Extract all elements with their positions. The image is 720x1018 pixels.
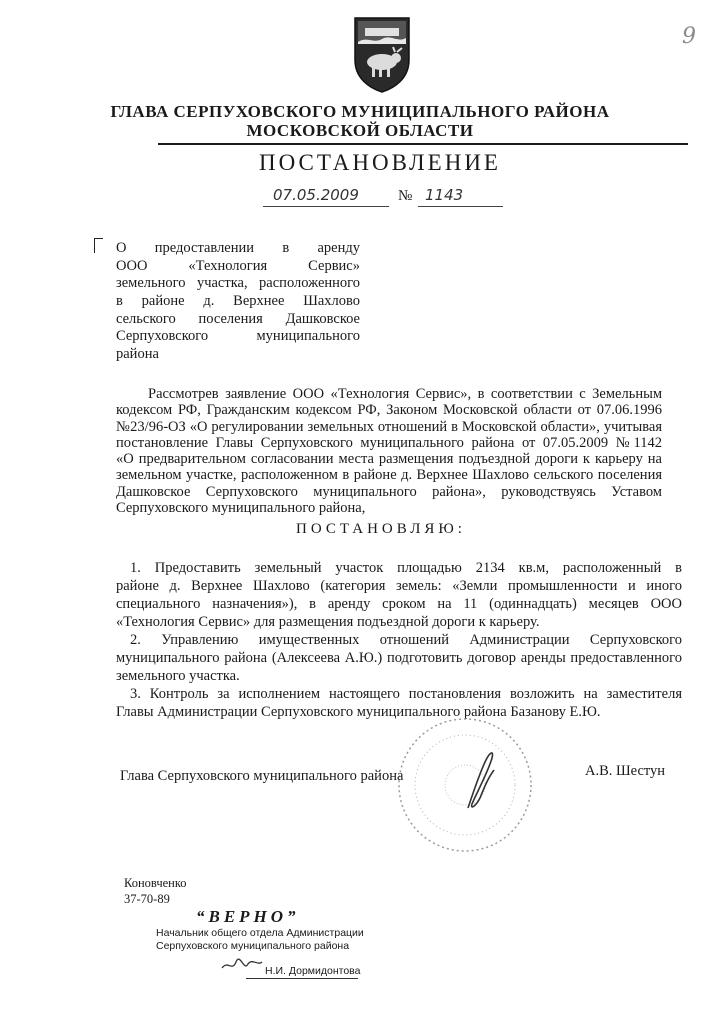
- preamble-line: земельном участке, расположенном в районе д. Верхнее Шахлово сельского поселения: [116, 467, 662, 484]
- signatory-role: Глава Серпуховского муниципального района: [120, 768, 404, 784]
- item-line: земельного участка.: [116, 668, 240, 684]
- subject-line: земельного участка, расположенного: [116, 275, 360, 292]
- subject-block: [116, 240, 360, 364]
- item-line: 2. Управлению имущественных отношений Администрации Серпуховского: [130, 632, 682, 648]
- subject-bracket: [94, 238, 103, 253]
- subject-line: О предоставлении в аренду: [116, 240, 360, 256]
- executor-info: [124, 875, 187, 907]
- preamble-paragraph: [116, 386, 662, 516]
- decree-items: [116, 559, 682, 721]
- document-type-title: ПОСТАНОВЛЕНИЕ: [259, 150, 501, 175]
- subject-line: района: [116, 346, 159, 363]
- item-line: 3. Контроль за исполнением настоящего постановления возложить на заместителя: [130, 686, 682, 702]
- item-line: Главы Администрации Серпуховского муниципального района Базанову Е.Ю.: [116, 704, 601, 720]
- certification-stamp-word: “ВЕРНО”: [196, 907, 300, 926]
- certification-stamp-text: [156, 927, 364, 953]
- certification-line1: Начальник общего отдела Администрации: [156, 927, 364, 939]
- date-underline: [263, 206, 389, 207]
- subject-line: сельского поселения Дашковское: [116, 310, 360, 327]
- item-line: «Технология Сервис» для размещения подъездной дороги к карьеру.: [116, 614, 540, 630]
- executor-phone: 37-70-89: [124, 892, 170, 906]
- item-line: районе д. Верхнее Шахлово (категория земель: «Земли промышленности и иного: [116, 578, 682, 594]
- preamble-line: кодексом РФ, Гражданским кодексом РФ, Законом Московской области от 07.06.1996: [116, 402, 662, 419]
- signatory-name: А.В. Шестун: [585, 763, 666, 779]
- page-number-mark: 9: [682, 24, 696, 49]
- decree-word: ПОСТАНОВЛЯЮ:: [296, 521, 466, 537]
- registration-line: [263, 186, 503, 210]
- header-rule: [158, 143, 688, 145]
- preamble-line: Серпуховского муниципального района,: [116, 500, 366, 517]
- preamble-line: Рассмотрев заявление ООО «Технология Сервис», в соответствии с Земельным: [148, 386, 662, 402]
- subject-line: Серпуховского муниципального: [116, 328, 360, 345]
- issuer-header-line2: МОСКОВСКОЙ ОБЛАСТИ: [246, 121, 474, 140]
- certification-signature-line: [246, 978, 358, 979]
- executor-name: Коновченко: [124, 876, 187, 890]
- certification-line2: Серпуховского муниципального района: [156, 940, 350, 952]
- registration-number-label: №: [398, 188, 413, 204]
- issuer-header-line1: ГЛАВА СЕРПУХОВСКОГО МУНИЦИПАЛЬНОГО РАЙОНА: [110, 102, 610, 121]
- preamble-line: Дашковское Серпуховского муниципального района», руководствуясь Уставом: [116, 483, 662, 500]
- registration-number: 1143: [425, 186, 464, 204]
- subject-line: ООО «Технология Сервис»: [116, 257, 360, 274]
- preamble-line: №23/96-ОЗ «О регулировании земельных отношений в Московской области», учитывая: [116, 418, 662, 435]
- item-line: специального назначения»), в аренду сроком на 11 (одиннадцать) месяцев ООО: [116, 596, 682, 612]
- certification-signer: Н.И. Дормидонтова: [265, 965, 361, 977]
- coat-of-arms-emblem: [351, 14, 413, 94]
- subject-line: в районе д. Верхнее Шахлово: [116, 293, 360, 310]
- number-underline: [418, 206, 503, 207]
- item-line: муниципального района (Алексеева А.Ю.) подготовить договор аренды предоставленного: [116, 650, 682, 666]
- preamble-line: «О предварительном согласовании места размещения подъездной дороги к карьеру на: [116, 451, 662, 468]
- registration-date: 07.05.2009: [273, 186, 359, 204]
- preamble-line: постановление Главы Серпуховского муниципального района от 07.05.2009 №1142: [116, 434, 662, 451]
- issuer-header: [0, 102, 720, 140]
- official-seal-stamp: [390, 710, 540, 860]
- item-line: 1. Предоставить земельный участок площадью 2134 кв.м, расположенный в: [130, 560, 682, 576]
